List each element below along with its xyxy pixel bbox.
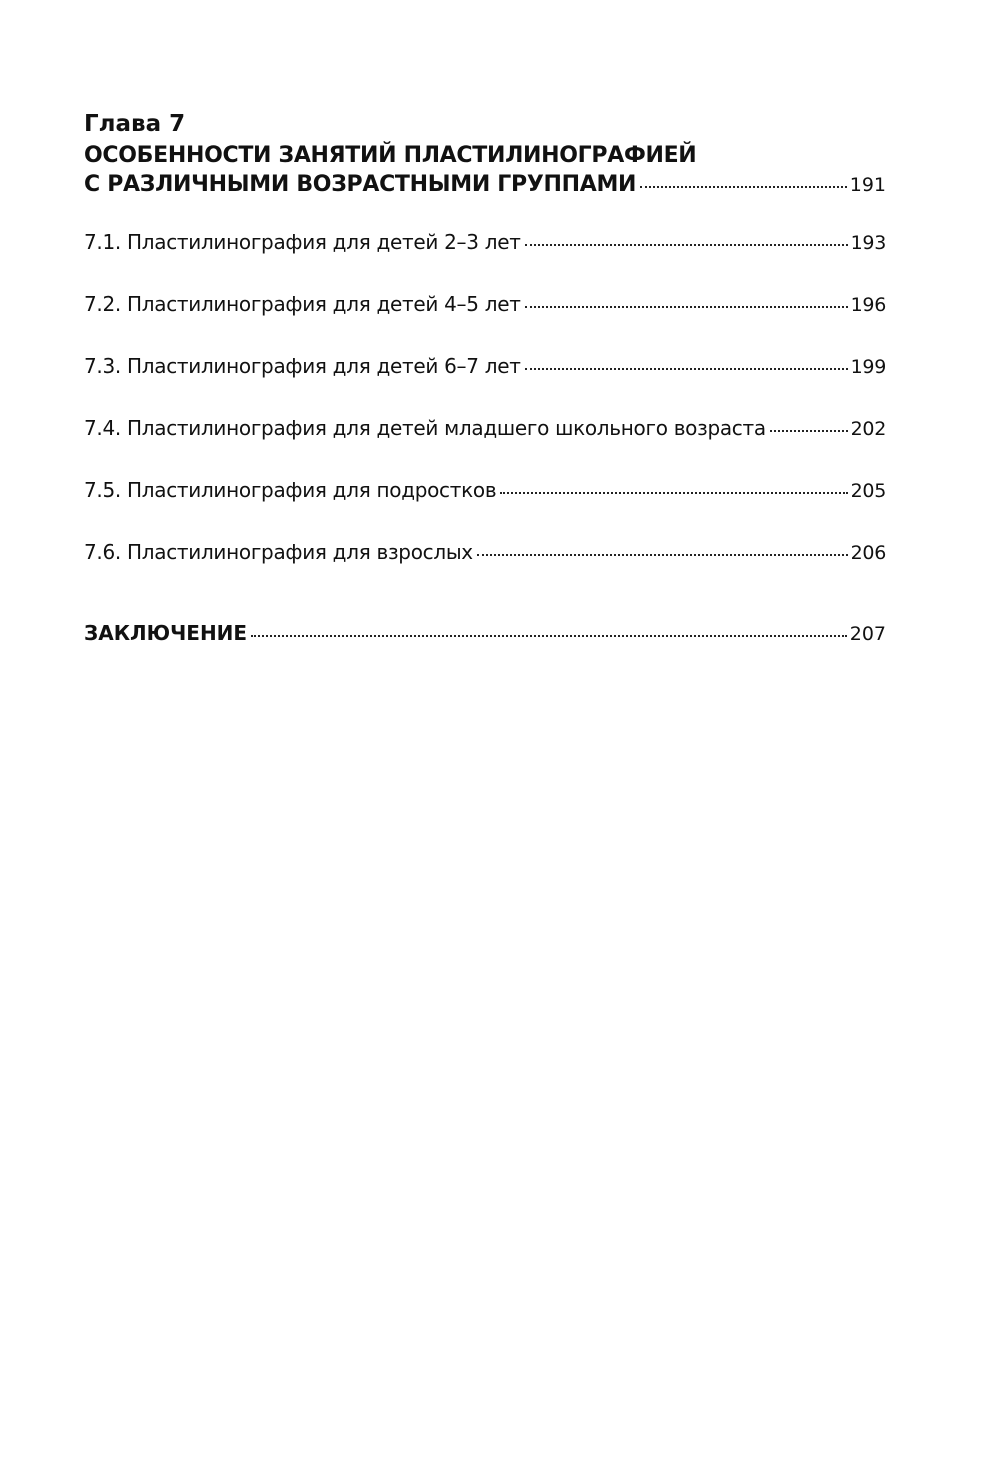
dot-leader	[500, 492, 847, 494]
toc-entry-page: 205	[850, 480, 886, 502]
dot-leader	[525, 368, 848, 370]
chapter-page-number: 191	[849, 174, 886, 196]
dot-leader	[770, 430, 848, 432]
section-list	[84, 227, 886, 568]
toc-entry-title: 7.4. Пластилинография для детей младшего школьного возраста	[84, 416, 766, 440]
dot-leader	[640, 186, 847, 188]
toc-entry-7-5[interactable]	[84, 475, 886, 506]
toc-entry-page: 202	[850, 418, 886, 440]
toc-entry-7-3[interactable]	[84, 351, 886, 382]
toc-entry-title: 7.5. Пластилинография для подростков	[84, 478, 497, 502]
toc-entry-title: 7.2. Пластилинография для детей 4–5 лет	[84, 292, 521, 316]
conclusion-page-number: 207	[849, 623, 886, 645]
toc-entry-page: 193	[850, 232, 886, 254]
toc-entry-page: 199	[850, 356, 886, 378]
toc-entry-title: 7.1. Пластилинография для детей 2–3 лет	[84, 230, 521, 254]
toc-entry-7-4[interactable]	[84, 413, 886, 444]
toc-entry-7-2[interactable]	[84, 289, 886, 320]
toc-entry-title: 7.3. Пластилинография для детей 6–7 лет	[84, 354, 521, 378]
toc-entry-page: 196	[850, 294, 886, 316]
dot-leader	[525, 244, 848, 246]
toc-entry-page: 206	[850, 542, 886, 564]
chapter-entry[interactable]	[84, 172, 886, 197]
chapter-title-line-2: С РАЗЛИЧНЫМИ ВОЗРАСТНЫМИ ГРУППАМИ	[84, 172, 637, 197]
dot-leader	[251, 635, 847, 637]
table-of-contents	[84, 108, 886, 649]
toc-entry-7-6[interactable]	[84, 537, 886, 568]
chapter-label: Глава 7	[84, 111, 186, 137]
toc-entry-title: 7.6. Пластилинография для взрослых	[84, 540, 473, 564]
conclusion-title: ЗАКЛЮЧЕНИЕ	[84, 621, 248, 645]
toc-entry-7-1[interactable]	[84, 227, 886, 258]
chapter-title-line-1: ОСОБЕННОСТИ ЗАНЯТИЙ ПЛАСТИЛИНОГРАФИЕЙ	[84, 143, 697, 168]
conclusion-entry[interactable]	[84, 618, 886, 649]
dot-leader	[477, 554, 848, 556]
dot-leader	[525, 306, 848, 308]
